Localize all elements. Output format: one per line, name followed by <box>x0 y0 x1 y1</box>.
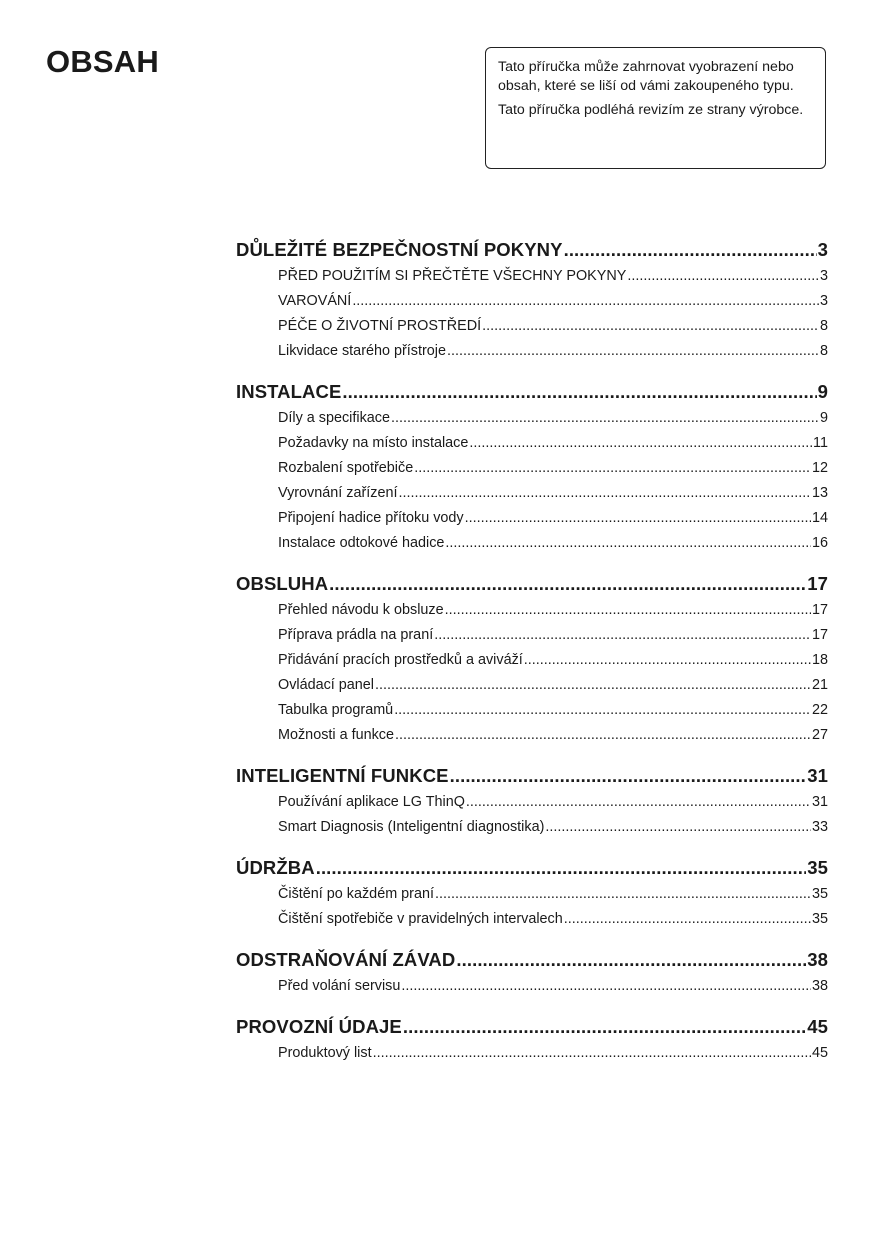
dot-leader <box>524 648 811 673</box>
toc-entry-page-number: 14 <box>811 510 828 526</box>
toc-section <box>236 854 828 932</box>
notice-text-variation: Tato příručka může zahrnovat vyobrazení nebo obsah, které se liší od vámi zakoupeného typu. <box>498 59 794 94</box>
toc-entry-title: Čištění spotřebiče v pravidelných intervalech <box>278 911 563 927</box>
page-title: OBSAH <box>46 44 159 79</box>
toc-entry-title: Vyrovnání zařízení <box>278 485 398 501</box>
toc-chapter-page-number: 35 <box>807 857 828 878</box>
toc-chapter-title: ÚDRŽBA <box>236 857 315 878</box>
toc-entry-page-number: 17 <box>811 602 828 618</box>
dot-leader <box>414 456 811 481</box>
dot-leader <box>564 236 817 264</box>
toc-chapter-page-number: 9 <box>817 381 828 402</box>
toc-chapter[interactable] <box>236 762 828 790</box>
dot-leader <box>434 623 811 648</box>
toc-entry-title: Tabulka programů <box>278 702 394 718</box>
toc-entry-title: Před volání servisu <box>278 978 401 994</box>
toc-entry-page-number: 12 <box>811 460 828 476</box>
toc-entry-page-number: 31 <box>811 794 828 810</box>
dot-leader <box>342 378 816 406</box>
toc-entry-title: Příprava prádla na praní <box>278 627 434 643</box>
toc-chapter[interactable] <box>236 236 828 264</box>
toc-entry-title: PÉČE O ŽIVOTNÍ PROSTŘEDÍ <box>278 318 482 334</box>
toc-entry-page-number: 33 <box>811 819 828 835</box>
toc-chapter-title: DŮLEŽITÉ BEZPEČNOSTNÍ POKYNY <box>236 239 563 260</box>
toc-section <box>236 946 828 999</box>
toc-section <box>236 236 828 364</box>
toc-chapter[interactable] <box>236 1013 828 1041</box>
toc-section <box>236 378 828 556</box>
notice-text-revision: Tato příručka podléhá revizím ze strany výrobce. <box>498 102 804 118</box>
toc-entry[interactable] <box>236 314 828 339</box>
toc-entry-title: Požadavky na místo instalace <box>278 435 469 451</box>
toc-entry[interactable] <box>236 882 828 907</box>
toc-entry-title: PŘED POUŽITÍM SI PŘEČTĚTE VŠECHNY POKYNY <box>278 268 627 284</box>
dot-leader <box>352 289 819 314</box>
toc-entry-page-number: 18 <box>811 652 828 668</box>
toc-entry-page-number: 8 <box>819 318 828 334</box>
toc-entry-page-number: 17 <box>811 627 828 643</box>
toc-section <box>236 1013 828 1066</box>
toc-entry-page-number: 27 <box>811 727 828 743</box>
dot-leader <box>403 1013 806 1041</box>
dot-leader <box>329 570 806 598</box>
toc-chapter[interactable] <box>236 946 828 974</box>
toc-entry-page-number: 11 <box>813 435 828 451</box>
toc-entry[interactable] <box>236 974 828 999</box>
dot-leader <box>435 882 811 907</box>
toc-section <box>236 570 828 748</box>
dot-leader <box>465 506 811 531</box>
dot-leader <box>447 339 819 364</box>
toc-chapter-title: OBSLUHA <box>236 573 329 594</box>
toc-entry-title: Instalace odtokové hadice <box>278 535 445 551</box>
toc-entry[interactable] <box>236 815 828 840</box>
toc-entry[interactable] <box>236 723 828 748</box>
toc-section <box>236 762 828 840</box>
dot-leader <box>373 1041 811 1066</box>
toc-entry-page-number: 35 <box>811 886 828 902</box>
dot-leader <box>401 974 811 999</box>
toc-entry-page-number: 13 <box>811 485 828 501</box>
toc-entry-title: Smart Diagnosis (Inteligentní diagnostika) <box>278 819 545 835</box>
toc-entry-title: Likvidace starého přístroje <box>278 343 446 359</box>
toc-entry[interactable] <box>236 623 828 648</box>
toc-entry-page-number: 3 <box>819 293 828 309</box>
toc-entry-page-number: 35 <box>811 911 828 927</box>
toc-entry-title: Přidávání pracích prostředků a aviváží <box>278 652 523 668</box>
toc-entry-title: VAROVÁNÍ <box>278 293 352 309</box>
toc-chapter[interactable] <box>236 378 828 406</box>
toc-chapter-page-number: 17 <box>807 573 828 594</box>
toc-entry[interactable] <box>236 289 828 314</box>
dot-leader <box>375 673 811 698</box>
dot-leader <box>391 406 819 431</box>
toc-chapter-title: ODSTRAŇOVÁNÍ ZÁVAD <box>236 949 456 970</box>
dot-leader <box>395 723 811 748</box>
toc-entry-page-number: 38 <box>811 978 828 994</box>
toc-entry[interactable] <box>236 431 828 456</box>
table-of-contents <box>236 236 828 1080</box>
toc-entry-title: Díly a specifikace <box>278 410 390 426</box>
toc-entry[interactable] <box>236 907 828 932</box>
toc-entry[interactable] <box>236 790 828 815</box>
toc-chapter-title: INSTALACE <box>236 381 342 402</box>
dot-leader <box>398 481 811 506</box>
toc-chapter[interactable] <box>236 570 828 598</box>
toc-chapter-page-number: 38 <box>807 949 828 970</box>
toc-entry[interactable] <box>236 506 828 531</box>
toc-entry[interactable] <box>236 531 828 556</box>
toc-entry-title: Používání aplikace LG ThinQ <box>278 794 465 810</box>
toc-entry-page-number: 16 <box>811 535 828 551</box>
dot-leader <box>564 907 811 932</box>
toc-entry-title: Rozbalení spotřebiče <box>278 460 414 476</box>
toc-entry-page-number: 21 <box>811 677 828 693</box>
toc-entry[interactable] <box>236 1041 828 1066</box>
toc-entry-title: Čištění po každém praní <box>278 886 434 902</box>
dot-leader <box>394 698 811 723</box>
notice-box <box>485 47 826 169</box>
toc-entry[interactable] <box>236 264 828 289</box>
toc-entry[interactable] <box>236 598 828 623</box>
dot-leader <box>316 854 807 882</box>
dot-leader <box>469 431 812 456</box>
toc-entry-title: Přehled návodu k obsluze <box>278 602 444 618</box>
dot-leader <box>445 531 811 556</box>
toc-entry-title: Produktový list <box>278 1045 372 1061</box>
dot-leader <box>482 314 819 339</box>
toc-entry-page-number: 9 <box>819 410 828 426</box>
toc-entry[interactable] <box>236 698 828 723</box>
toc-entry[interactable] <box>236 673 828 698</box>
dot-leader <box>627 264 819 289</box>
toc-chapter-page-number: 45 <box>807 1016 828 1037</box>
toc-entry-page-number: 45 <box>811 1045 828 1061</box>
dot-leader <box>466 790 811 815</box>
toc-chapter-title: INTELIGENTNÍ FUNKCE <box>236 765 449 786</box>
toc-chapter-page-number: 3 <box>817 239 828 260</box>
toc-entry-page-number: 3 <box>819 268 828 284</box>
toc-chapter-page-number: 31 <box>807 765 828 786</box>
toc-entry[interactable] <box>236 481 828 506</box>
toc-entry-page-number: 8 <box>819 343 828 359</box>
toc-chapter[interactable] <box>236 854 828 882</box>
dot-leader <box>545 815 811 840</box>
toc-chapter-title: PROVOZNÍ ÚDAJE <box>236 1016 402 1037</box>
dot-leader <box>456 946 806 974</box>
toc-entry-title: Ovládací panel <box>278 677 374 693</box>
toc-entry[interactable] <box>236 406 828 431</box>
toc-entry-title: Možnosti a funkce <box>278 727 394 743</box>
dot-leader <box>445 598 811 623</box>
toc-entry-title: Připojení hadice přítoku vody <box>278 510 464 526</box>
dot-leader <box>450 762 807 790</box>
toc-entry[interactable] <box>236 456 828 481</box>
toc-entry-page-number: 22 <box>811 702 828 718</box>
toc-entry[interactable] <box>236 339 828 364</box>
toc-entry[interactable] <box>236 648 828 673</box>
